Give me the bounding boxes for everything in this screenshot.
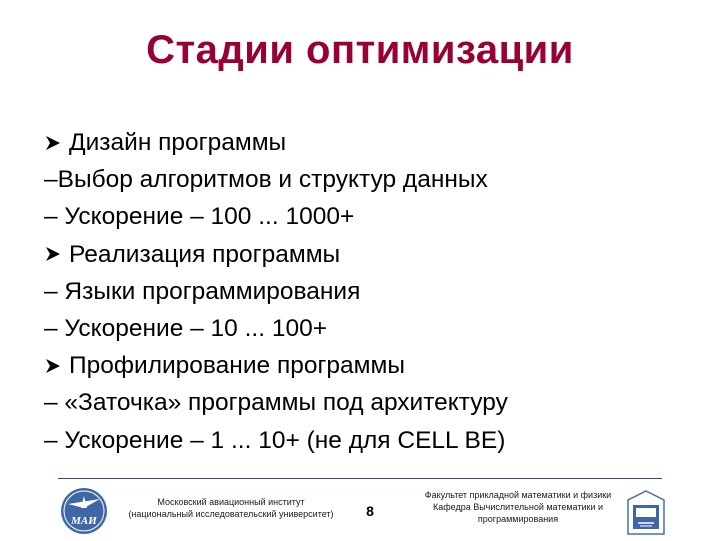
list-item-text: – Ускорение – 1 ... 10+ (не для CELL BE) — [44, 426, 506, 454]
list-item-text: –Выбор алгоритмов и структур данных — [44, 166, 488, 194]
slide-title: Стадии оптимизации — [146, 28, 574, 72]
list-item — [44, 124, 704, 161]
faculty-name — [400, 489, 636, 525]
list-item — [44, 347, 704, 384]
faculty-line-1: Факультет прикладной математики и физики — [424, 490, 612, 500]
faculty-line-3: программирования — [477, 514, 559, 524]
list-item-text: – Языки программирования — [44, 277, 361, 305]
page-number: 8 — [366, 503, 374, 519]
list-item — [44, 198, 704, 235]
list-item-text: – Ускорение – 100 ... 1000+ — [44, 203, 355, 231]
institute-line-1: Московский авиационный институт — [157, 497, 305, 507]
bullet-list — [44, 124, 704, 459]
list-item-text: Реализация программы — [69, 240, 341, 268]
arrow-bullet-icon — [44, 245, 64, 263]
institute-name — [112, 496, 350, 520]
mai-logo-icon — [58, 486, 110, 536]
list-item-text: Дизайн программы — [69, 129, 287, 156]
faculty-logo-icon — [626, 490, 666, 536]
footer-divider — [58, 478, 662, 479]
arrow-bullet-icon — [44, 357, 64, 375]
list-item — [44, 310, 704, 347]
arrow-bullet-icon — [44, 134, 64, 152]
list-item-text: – «Заточка» программы под архитектуру — [44, 389, 508, 417]
list-item — [44, 384, 704, 421]
list-item — [44, 422, 704, 459]
list-item — [44, 236, 704, 273]
faculty-line-2: Кафедра Вычислительной математики и — [432, 502, 604, 512]
institute-line-2: (национальный исследовательский университет) — [128, 509, 334, 519]
mai-logo-text: МАИ — [71, 515, 97, 527]
list-item — [44, 161, 704, 198]
list-item-text: Профилирование программы — [69, 352, 405, 380]
list-item-text: – Ускорение – 10 ... 100+ — [44, 314, 328, 342]
list-item — [44, 273, 704, 310]
